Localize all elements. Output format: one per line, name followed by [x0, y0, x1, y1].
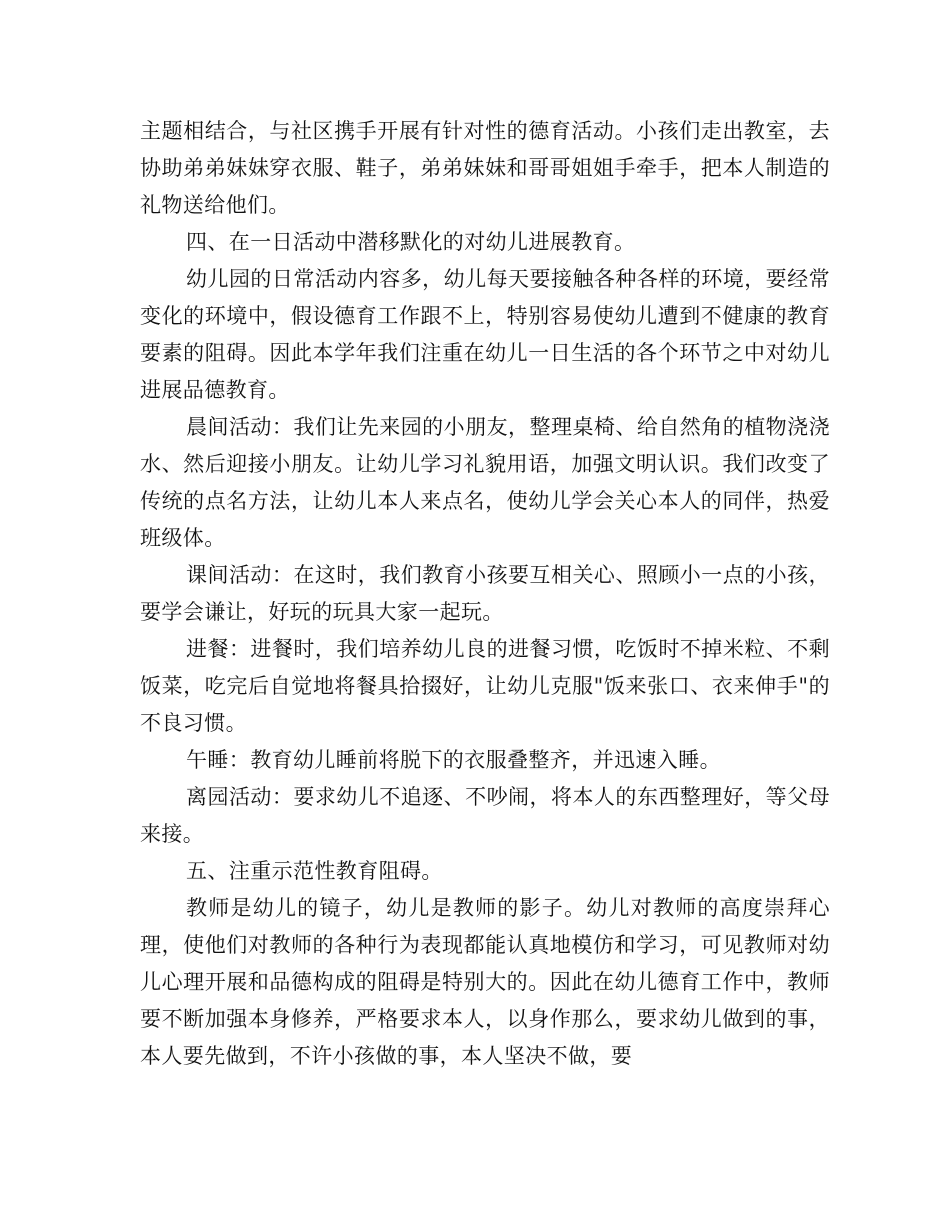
paragraph-departure: 离园活动：要求幼儿不追逐、不吵闹，将本人的东西整理好，等父母来接。 [140, 785, 830, 846]
section-heading-four: 四、在一日活动中潜移默化的对幼儿进展教育。 [186, 230, 636, 254]
paragraph-meals: 进餐：进餐时，我们培养幼儿良的进餐习惯，吃饭时不掉米粒、不剩饭菜，吃完后自觉地将餐具拾掇好，让幼儿克服"饭来张口、衣来伸手"的不良习惯。 [140, 637, 830, 735]
paragraph-continuation: 主题相结合，与社区携手开展有针对性的德育活动。小孩们走出教室，去协助弟弟妹妹穿衣服、鞋子，弟弟妹妹和哥哥姐姐手牵手，把本人制造的礼物送给他们。 [140, 119, 830, 217]
paragraph-teacher-example: 教师是幼儿的镜子，幼儿是教师的影子。幼儿对教师的高度崇拜心理，使他们对教师的各种行为表现都能认真地模仿和学习，可见教师对幼儿心理开展和品德构成的阻碍是特别大的。因此在幼儿德育工作中，教师要不断加强本身修养，严格要求本人，以身作那么，要求幼儿做到的事，本人要先做到，不许小孩做的事，本人坚决不做，要 [140, 896, 830, 1068]
paragraph-nap: 午睡：教育幼儿睡前将脱下的衣服叠整齐，并迅速入睡。 [186, 748, 721, 772]
document-body [140, 113, 830, 1075]
section-heading-five: 五、注重示范性教育阻碍。 [186, 859, 443, 883]
paragraph-morning-activities: 晨间活动：我们让先来园的小朋友，整理桌椅、给自然角的植物浇浇水、然后迎接小朋友。让幼儿学习礼貌用语，加强文明认识。我们改变了传统的点名方法，让幼儿本人来点名，使幼儿学会关心本人的同伴，热爱班级体。 [140, 415, 830, 550]
paragraph-daily-activities: 幼儿园的日常活动内容多，幼儿每天要接触各种各样的环境，要经常变化的环境中，假设德育工作跟不上，特别容易使幼儿遭到不健康的教育要素的阻碍。因此本学年我们注重在幼儿一日生活的各个环节之中对幼儿进展品德教育。 [140, 267, 830, 402]
paragraph-break-activities: 课间活动：在这时，我们教育小孩要互相关心、照顾小一点的小孩，要学会谦让，好玩的玩具大家一起玩。 [140, 563, 830, 624]
